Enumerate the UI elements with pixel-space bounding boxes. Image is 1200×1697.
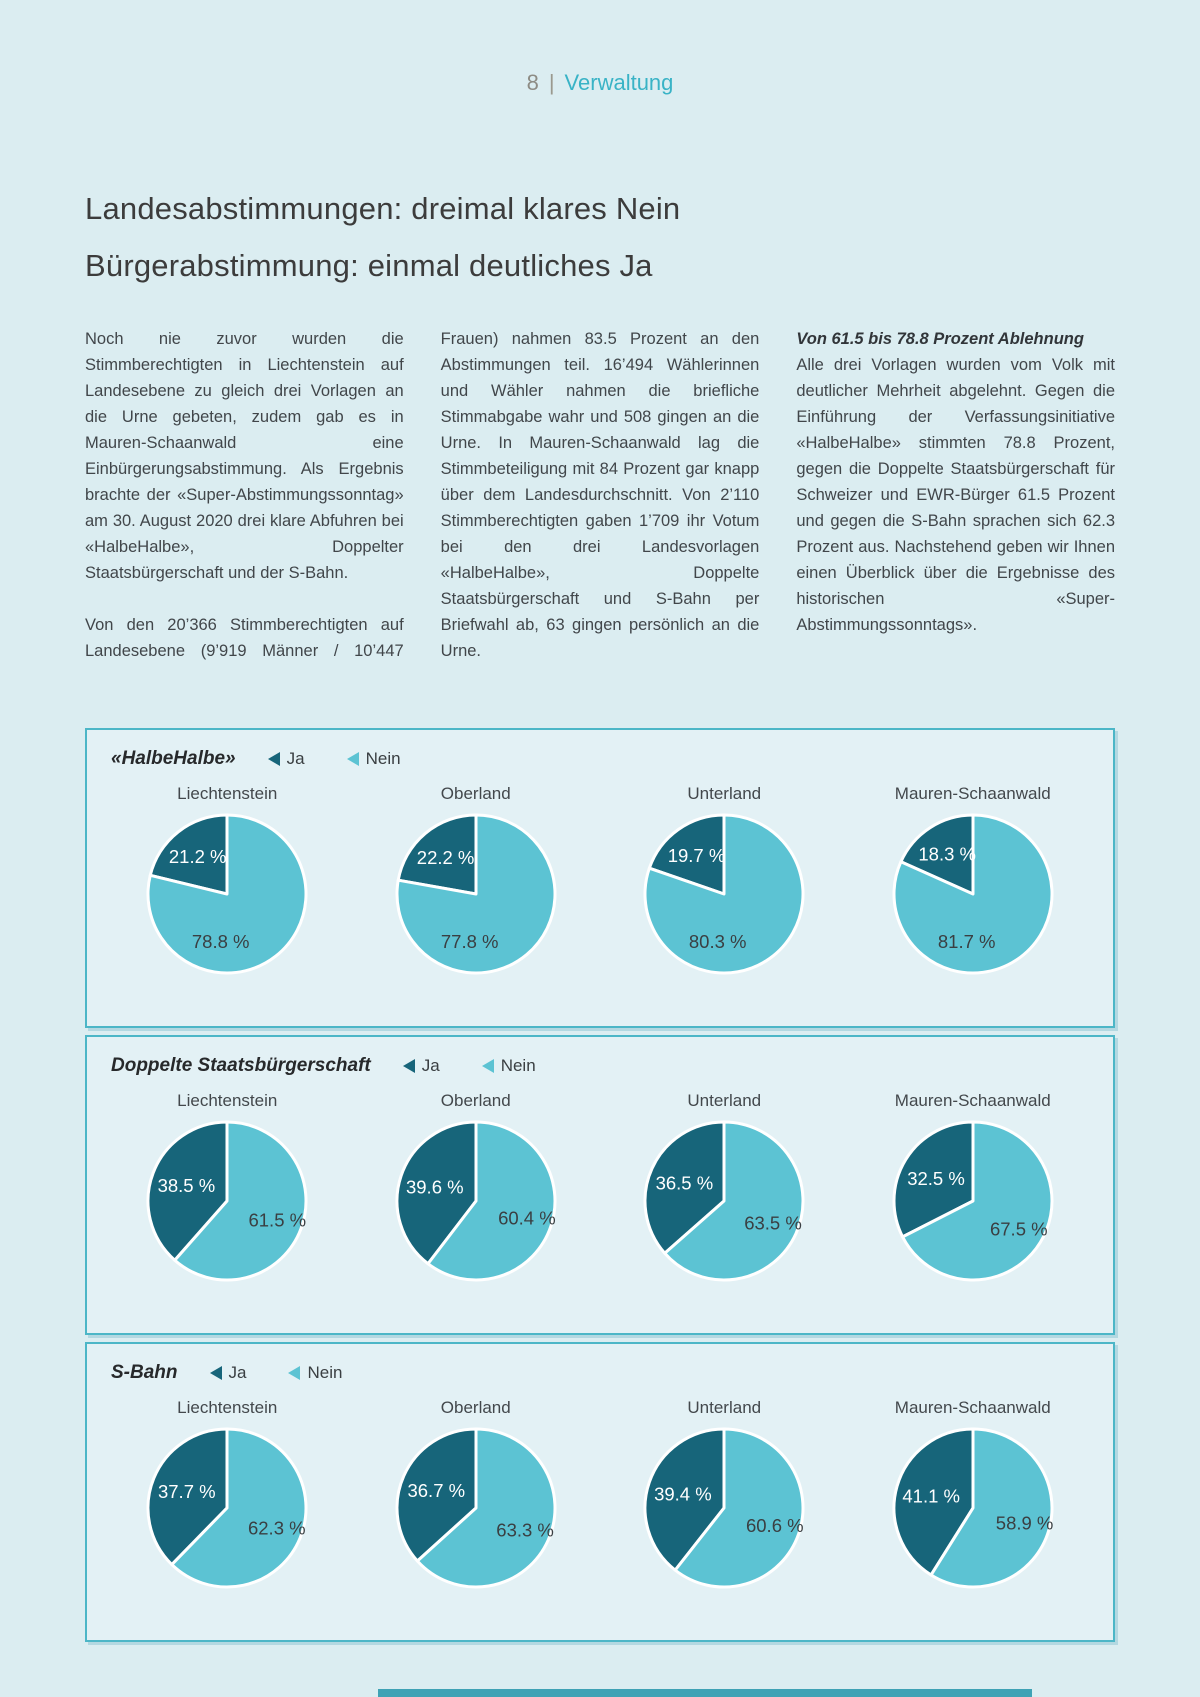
legend-triangle-ja-icon (403, 1059, 415, 1073)
pie-figure-mauren-schaanwald (849, 1392, 1098, 1598)
legend-item-ja (403, 1056, 440, 1076)
pie-row (103, 1085, 1097, 1291)
pie-label-nein: 58.9 % (995, 1512, 1054, 1534)
pie-region-title: Oberland (440, 1091, 511, 1110)
article-columns (85, 326, 1115, 678)
pie-label-nein: 81.7 % (937, 930, 996, 952)
pie-figure-oberland (352, 1392, 601, 1598)
legend-item-nein (347, 749, 401, 769)
pie-region-title: Liechtenstein (177, 1091, 278, 1110)
pie-figure-liechtenstein (103, 1392, 352, 1598)
chart-panels (0, 728, 1200, 1642)
pie-label-ja: 36.5 % (655, 1172, 714, 1194)
pie-figure-liechtenstein (103, 1085, 352, 1291)
pie-region-title: Unterland (687, 1091, 762, 1110)
title-line-2: Bürgerabstimmung: einmal deutliches Ja (85, 248, 653, 283)
pie-label-ja: 32.5 % (906, 1167, 965, 1189)
pie-region-title: Unterland (687, 784, 762, 803)
pie-label-ja: 21.2 % (169, 846, 227, 868)
pie-label-nein: 62.3 % (248, 1517, 306, 1539)
chart-panel-2 (85, 1035, 1115, 1335)
legend-label-ja: Ja (228, 1363, 247, 1382)
legend (210, 1363, 343, 1383)
pie-label-nein: 77.8 % (440, 930, 499, 952)
legend-triangle-ja-icon (268, 752, 280, 766)
pie-row (103, 1392, 1097, 1598)
pie-label-ja: 38.5 % (157, 1175, 216, 1197)
pie-chart (883, 1111, 1063, 1291)
pie-chart (386, 1111, 566, 1291)
pie-label-nein: 80.3 % (689, 930, 747, 952)
panel-title: S-Bahn (111, 1362, 178, 1383)
legend-label-nein: Nein (365, 749, 401, 768)
legend-item-ja (268, 749, 305, 769)
legend-triangle-nein-icon (347, 752, 359, 766)
pie-region-title: Liechtenstein (177, 1398, 278, 1417)
chart-panel-1 (85, 728, 1115, 1028)
pie-region-title: Mauren-Schaanwald (894, 1398, 1051, 1417)
panel-title: Doppelte Staatsbürgerschaft (111, 1055, 371, 1076)
page-header (0, 0, 1200, 96)
legend-label-nein: Nein (500, 1056, 536, 1075)
pie-chart (137, 804, 317, 984)
pie-region-title: Oberland (440, 784, 511, 803)
pie-chart (634, 1418, 814, 1598)
pie-region-title: Liechtenstein (177, 784, 278, 803)
pie-label-nein: 63.3 % (496, 1519, 554, 1541)
pie-label-nein: 63.5 % (744, 1212, 803, 1234)
legend-label-ja: Ja (286, 749, 305, 768)
text-column-3 (796, 326, 1115, 678)
pie-label-ja: 36.7 % (407, 1479, 465, 1501)
header-separator: | (548, 70, 555, 95)
pie-label-ja: 22.2 % (416, 847, 475, 869)
paragraph: Von den 20’366 Stimmberechtigten auf Landesebene (9’919 Männer / 10’447 (85, 616, 404, 660)
panel-header (103, 1362, 1097, 1384)
title-line-1: Landesabstimmungen: dreimal klares Nein (85, 191, 681, 226)
paragraph: Alle drei Vorlagen wurden vom Volk mit deutlicher Mehrheit abgelehnt. Gegen die Einführung der Verfassungsinitiative «HalbeHalbe» stimmten 78.8 Prozent, gegen die Doppelte Staatsbürgerschaft für Schweizer und EWR-Bürger 61.5 Prozent und gegen die S-Bahn sprachen sich 62.3 Prozent aus. Nachstehend geben wir Ihnen einen Überblick über die Ergebnisse des historischen «Super-Abstimmungssonntags». (796, 356, 1115, 634)
text-column-1 (85, 326, 404, 678)
pie-label-ja: 19.7 % (667, 844, 726, 866)
pie-chart (883, 1418, 1063, 1598)
pie-chart (634, 804, 814, 984)
text-column-2 (441, 326, 760, 678)
pie-region-title: Oberland (440, 1398, 511, 1417)
legend-triangle-nein-icon (288, 1366, 300, 1380)
column-heading: Von 61.5 bis 78.8 Prozent Ablehnung (796, 330, 1084, 348)
page-number: 8 (526, 70, 539, 95)
page-title (85, 180, 1115, 294)
legend-label-nein: Nein (307, 1363, 343, 1382)
legend-triangle-nein-icon (482, 1059, 494, 1073)
legend (268, 749, 401, 769)
pie-label-ja: 39.4 % (654, 1483, 712, 1505)
pie-region-title: Unterland (687, 1398, 762, 1417)
legend-item-ja (210, 1363, 247, 1383)
pie-region-title: Mauren-Schaanwald (894, 784, 1051, 803)
bottom-accent-bar (378, 1689, 1032, 1697)
panel-title: «HalbeHalbe» (111, 748, 236, 769)
pie-figure-mauren-schaanwald (849, 1085, 1098, 1291)
pie-figure-unterland (600, 778, 849, 984)
section-label: Verwaltung (564, 70, 674, 95)
legend-item-nein (288, 1363, 342, 1383)
panel-header (103, 1055, 1097, 1077)
pie-figure-unterland (600, 1392, 849, 1598)
pie-label-nein: 78.8 % (192, 930, 250, 952)
pie-region-title: Mauren-Schaanwald (894, 1091, 1051, 1110)
pie-chart (137, 1418, 317, 1598)
pie-label-ja: 18.3 % (918, 843, 976, 865)
pie-row (103, 778, 1097, 984)
legend-label-ja: Ja (421, 1056, 440, 1075)
pie-label-nein: 60.4 % (497, 1207, 556, 1229)
pie-figure-liechtenstein (103, 778, 352, 984)
pie-chart (634, 1111, 814, 1291)
pie-figure-oberland (352, 778, 601, 984)
pie-chart (386, 1418, 566, 1598)
legend-item-nein (482, 1056, 536, 1076)
pie-label-ja: 41.1 % (902, 1485, 960, 1507)
pie-chart (883, 804, 1063, 984)
pie-figure-unterland (600, 1085, 849, 1291)
panel-header (103, 748, 1097, 770)
pie-label-nein: 60.6 % (746, 1515, 804, 1537)
chart-panel-3 (85, 1342, 1115, 1642)
pie-label-ja: 37.7 % (158, 1481, 216, 1503)
legend (403, 1056, 536, 1076)
paragraph: Frauen) nahmen 83.5 Prozent an den Abstimmungen teil. 16’494 Wählerinnen und Wähler nahmen die briefliche Stimmabgabe wahr und 508 gingen an die Urne. In Mauren-Schaanwald lag die Stimmbeteiligung mit 84 Prozent gar knapp über dem Landesdurchschnitt. Von 2’110 Stimmberechtigten gaben 1’709 ihr Votum bei den drei Landesvorlagen «HalbeHalbe», Doppelte Staatsbürgerschaft und S-Bahn per Briefwahl ab, 63 gingen persönlich an die Urne. (440, 330, 760, 660)
pie-label-nein: 67.5 % (989, 1218, 1048, 1240)
pie-chart (386, 804, 566, 984)
pie-chart (137, 1111, 317, 1291)
paragraph: Noch nie zuvor wurden die Stimmberechtigten in Liechtenstein auf Landesebene zu gleich drei Vorlagen an die Urne gebeten, zudem gab es in Mauren-Schaanwald eine Einbürgerungsabstimmung. Als Ergebnis brachte der «Super-Abstimmungssonntag» am 30. August 2020 drei klare Abfuhren bei «HalbeHalbe», Doppelter Staatsbürgerschaft und der S-Bahn. (85, 330, 404, 582)
pie-figure-oberland (352, 1085, 601, 1291)
pie-label-ja: 39.6 % (405, 1176, 464, 1198)
legend-triangle-ja-icon (210, 1366, 222, 1380)
pie-figure-mauren-schaanwald (849, 778, 1098, 984)
pie-label-nein: 61.5 % (248, 1209, 307, 1231)
